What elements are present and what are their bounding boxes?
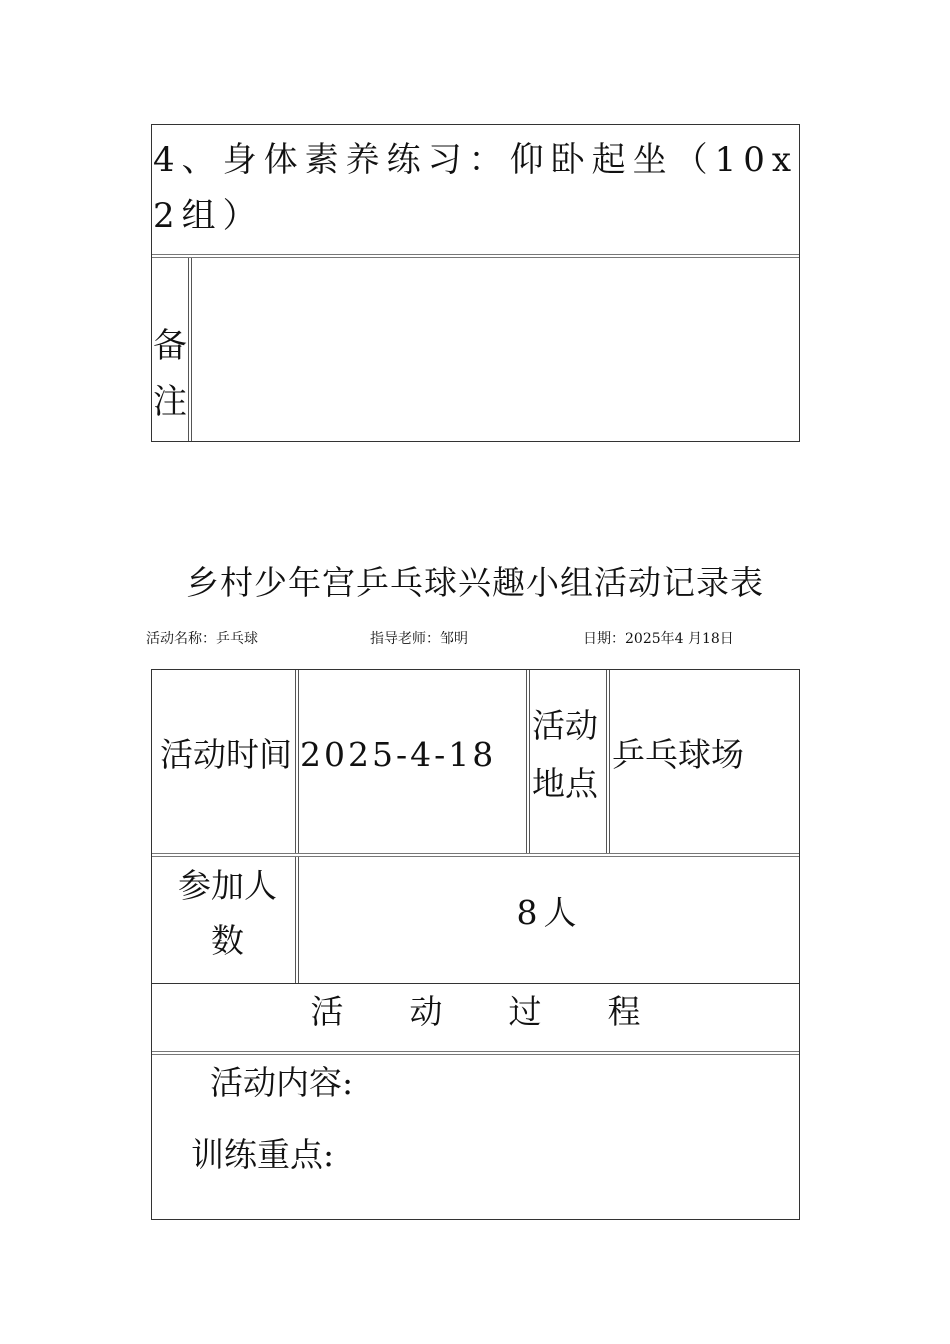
activity-place-label: 活动地点 <box>532 706 598 803</box>
activity-time-value: 2025-4-18 <box>300 735 497 774</box>
activity-content-label: 活动内容: <box>210 1063 354 1102</box>
participants-value: 8人 <box>516 893 583 932</box>
training-focus-label: 训练重点: <box>191 1135 335 1174</box>
teacher-name: 指导老师：邹明 <box>370 631 468 647</box>
activity-name: 活动名称：乒乓球 <box>146 631 258 647</box>
participants-label: 参加人数 <box>178 866 277 960</box>
exercise-item-4: 4、身体素养练习：仰卧起坐（10x2组） <box>153 140 799 236</box>
activity-place-value: 乒乓球场 <box>612 735 744 774</box>
record-date: 日期：2025年4 月18日 <box>583 631 734 647</box>
process-heading: 活 动 过 程 <box>310 992 641 1031</box>
activity-time-label: 活动时间 <box>160 735 292 774</box>
notes-label: 备注 <box>153 326 187 422</box>
record-title: 乡村少年宫乒乓球兴趣小组活动记录表 <box>186 563 764 602</box>
